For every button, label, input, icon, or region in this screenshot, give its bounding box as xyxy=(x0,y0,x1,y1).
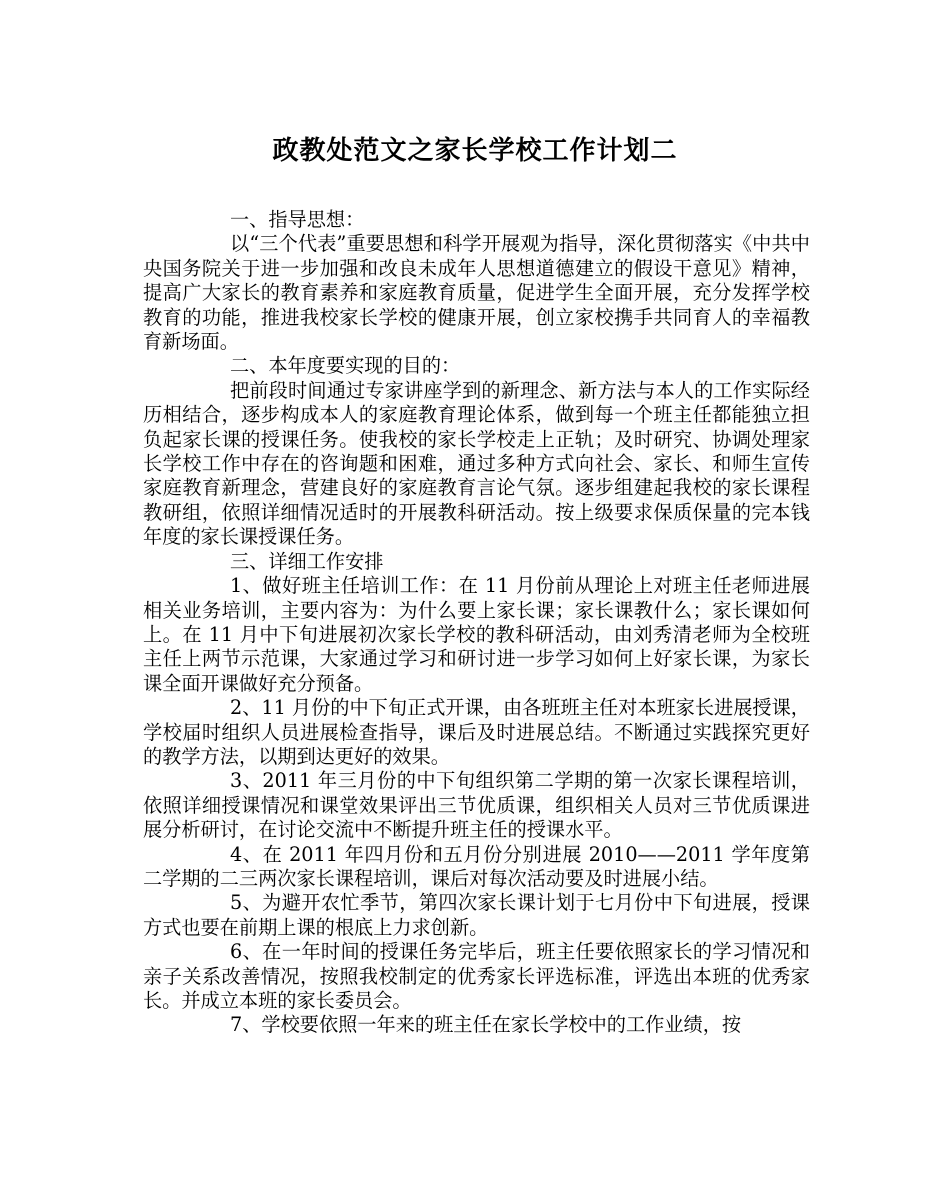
paragraph-item-6: 6、在一年时间的授课任务完毕后，班主任要依照家长的学习情况和亲子关系改善情况，按照我校制定的优秀家长评选标准，评选出本班的优秀家长。并成立本班的家长委员会。 xyxy=(143,940,810,1012)
paragraph-item-3: 3、2011 年三月份的中下旬组织第二学期的第一次家长课程培训，依照详细授课情况和课堂效果评出三节优质课，组织相关人员对三节优质课进展分析研讨，在讨论交流中不断提升班主任的授课水平。 xyxy=(143,769,810,842)
paragraph-item-1: 1、做好班主任培训工作：在 11 月份前从理论上对班主任老师进展相关业务培训，主要内容为：为什么要上家长课；家长课教什么；家长课如何上。在 11 月中下旬进展初次家长学校的教科研活动，由刘秀清老师为全校班主任上两节示范课，大家通过学习和研讨进一步学习如何上好家长课，为家长课全面开课做好充分预备。 xyxy=(143,574,810,695)
paragraph-item-2: 2、11 月份的中下旬正式开课，由各班班主任对本班家长进展授课，学校届时组织人员进展检查指导，课后及时进展总结。不断通过实践探究更好的教学方法，以期到达更好的效果。 xyxy=(143,696,810,768)
section-heading-work-arrangement: 三、详细工作安排 xyxy=(230,549,384,573)
section-heading-annual-goals: 二、本年度要实现的目的： xyxy=(230,354,461,378)
paragraph-item-7: 7、学校要依照一年来的班主任在家长学校中的工作业绩，按 xyxy=(230,1013,742,1037)
document-body xyxy=(143,208,810,1038)
paragraph-guiding-ideology: 以“三个代表”重要思想和科学开展观为指导，深化贯彻落实《中共中央国务院关于进一步加强和改良未成年人思想道德建立的假设干意见》精神，提高广大家长的教育素养和家庭教育质量，促进学生全面开展，充分发挥学校教育的功能，推进我校家长学校的健康开展，创立家校携手共同育人的幸福教育新场面。 xyxy=(143,232,810,354)
paragraph-item-4: 4、在 2011 年四月份和五月份分别进展 2010——2011 学年度第二学期的二三两次家长课程培训，课后对每次活动要及时进展小结。 xyxy=(143,842,810,890)
paragraph-item-5: 5、为避开农忙季节，第四次家长课计划于七月份中下旬进展，授课方式也要在前期上课的根底上力求创新。 xyxy=(143,891,810,939)
document-title: 政教处范文之家长学校工作计划二 xyxy=(272,136,678,166)
paragraph-annual-goals: 把前段时间通过专家讲座学到的新理念、新方法与本人的工作实际经历相结合，逐步构成本人的家庭教育理论体系，做到每一个班主任都能独立担负起家长课的授课任务。使我校的家长学校走上正轨；及时研究、协调处理家长学校工作中存在的咨询题和困难，通过多种方式向社会、家长、和师生宣传家庭教育新理念，营建良好的家庭教育言论气氛。逐步组建起我校的家长课程教研组，依照详细情况适时的开展教科研活动。按上级要求保质保量的完本钱年度的家长课授课任务。 xyxy=(143,378,810,549)
section-heading-guiding-ideology: 一、指导思想： xyxy=(230,208,365,231)
